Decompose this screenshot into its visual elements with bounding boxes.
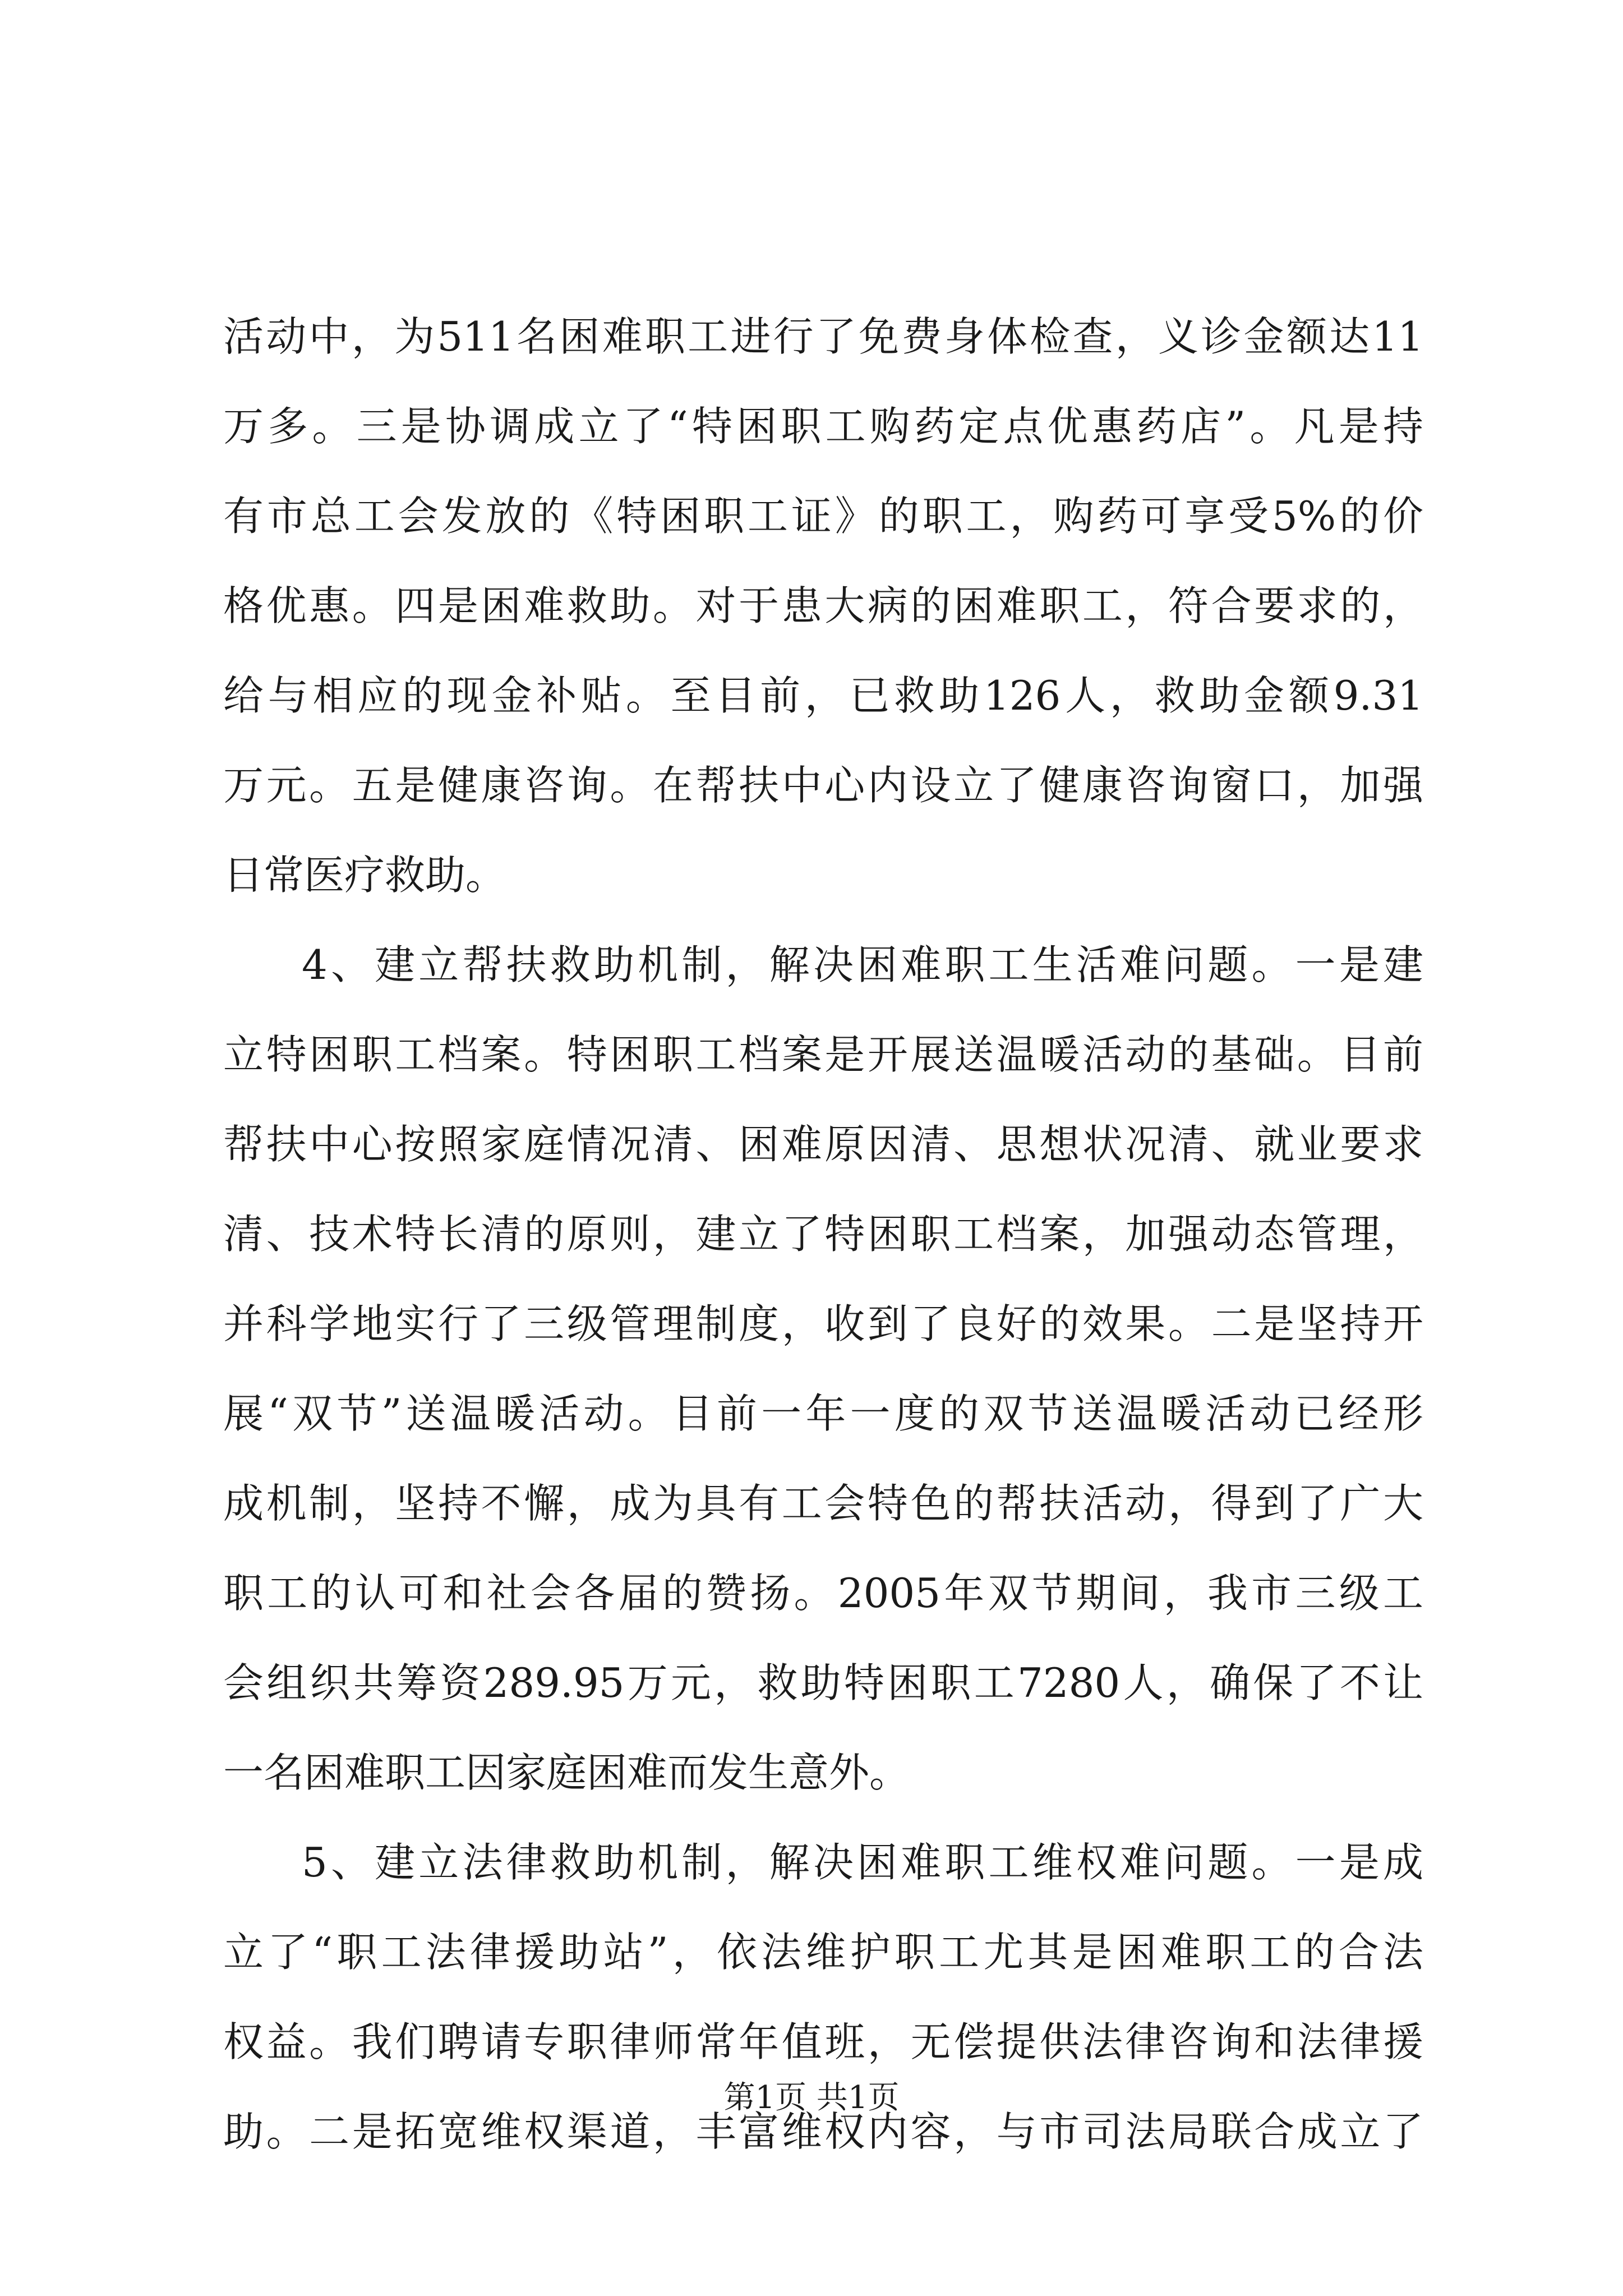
text-line: 帮扶中心按照家庭情况清、困难原因清、思想状况清、就业要求 <box>223 1121 1423 1168</box>
page-footer <box>0 2076 1623 2120</box>
page-number: 第1页 共1页 <box>723 2079 900 2116</box>
text-line: 立了“职工法律援助站”，依法维护职工尤其是困难职工的合法 <box>223 1929 1423 1976</box>
text-line: 助。二是拓宽维权渠道，丰富维权内容，与市司法局联合成立了 <box>223 2108 1423 2155</box>
text-line: 成机制，坚持不懈，成为具有工会特色的帮扶活动，得到了广大 <box>223 1480 1423 1527</box>
text-line: 有市总工会发放的《特困职工证》的职工，购药可享受5%的价 <box>223 493 1423 540</box>
text-line: 展“双节”送温暖活动。目前一年一度的双节送温暖活动已经形 <box>223 1390 1423 1437</box>
text-line: 并科学地实行了三级管理制度，收到了良好的效果。二是坚持开 <box>223 1300 1423 1347</box>
text-line: 万元。五是健康咨询。在帮扶中心内设立了健康咨询窗口，加强 <box>223 762 1423 809</box>
text-line: 格优惠。四是困难救助。对于患大病的困难职工，符合要求的， <box>223 582 1423 629</box>
text-line: 活动中，为511名困难职工进行了免费身体检查，义诊金额达11 <box>223 313 1423 360</box>
text-line: 万多。三是协调成立了“特困职工购药定点优惠药店”。凡是持 <box>223 403 1423 450</box>
text-line: 给与相应的现金补贴。至目前，已救助126人，救助金额9.31 <box>223 672 1423 719</box>
text-line: 一名困难职工因家庭困难而发生意外。 <box>223 1749 910 1796</box>
text-line: 会组织共筹资289.95万元，救助特困职工7280人，确保了不让 <box>223 1659 1423 1706</box>
document-body <box>223 292 1423 2177</box>
text-line: 清、技术特长清的原则，建立了特困职工档案，加强动态管理， <box>223 1211 1423 1258</box>
text-line: 日常医疗救助。 <box>223 852 506 899</box>
text-line: 立特困职工档案。特困职工档案是开展送温暖活动的基础。目前 <box>223 1031 1423 1078</box>
text-line: 职工的认可和社会各届的赞扬。2005年双节期间，我市三级工 <box>223 1570 1423 1617</box>
text-line: 4、建立帮扶救助机制，解决困难职工生活难问题。一是建 <box>302 941 1423 988</box>
text-line: 权益。我们聘请专职律师常年值班，无偿提供法律咨询和法律援 <box>223 2018 1423 2065</box>
text-line: 5、建立法律救助机制，解决困难职工维权难问题。一是成 <box>302 1839 1423 1886</box>
